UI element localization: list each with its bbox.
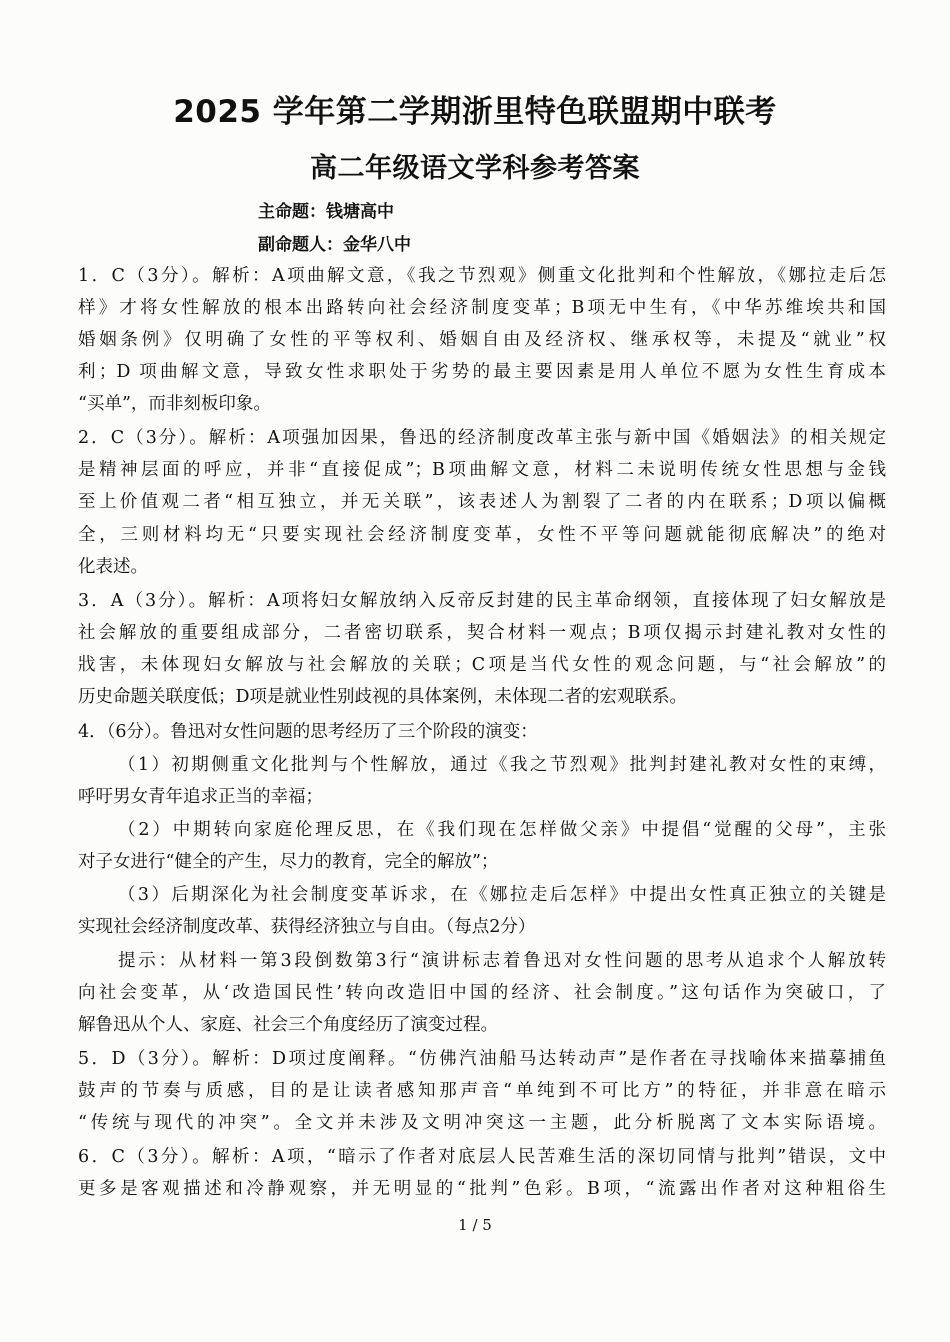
- answer-1-line-5: “买单”，而非刻板印象。: [78, 394, 271, 414]
- answer-2-line-3: 至上价值观二者“相互独立，并无关联”，该表述人为割裂了二者的内在联系；D项以偏概: [78, 492, 886, 512]
- answer-1-line-2: 样》才将女性解放的根本出路转向社会经济制度变革；B项无中生有，《中华苏维埃共和国: [78, 298, 886, 318]
- answer-2-line-5: 化表述。: [78, 557, 148, 577]
- answer-3-line-4: 历史命题关联度低；D项是就业性别歧视的具体案例，未体现二者的宏观联系。: [78, 687, 688, 707]
- answer-5-line-3: “传统与现代的冲突”。全文并未涉及文明冲突这一主题，此分析脱离了文本实际语境。: [78, 1113, 886, 1133]
- deputy-setter: 副命题人：金华八中: [258, 235, 411, 255]
- answer-5-line-2: 鼓声的节奏与质感，目的是让读者感知那声音“单纯到不可比方”的特征，并非意在暗示: [78, 1081, 886, 1101]
- answer-5-line-1: 5．D（3分）。解析：D项过度阐释。“仿佛汽油船马达转动声”是作者在寻找喻体来描摹捕鱼: [78, 1049, 886, 1069]
- answer-3-line-3: 戕害，未体现妇女解放与社会解放的关联；C项是当代女性的观念问题，与“社会解放”的: [78, 655, 886, 675]
- answer-4-point-3-line-1: （3）后期深化为社会制度变革诉求，在《娜拉走后怎样》中提出女性真正独立的关键是: [118, 885, 886, 905]
- answer-4-point-2-line-1: （2）中期转向家庭伦理反思，在《我们现在怎样做父亲》中提倡“觉醒的父母”，主张: [118, 820, 886, 840]
- answer-4-point-3-line-2: 实现社会经济制度改革、获得经济独立与自由。（每点2分）: [78, 917, 536, 937]
- answer-6-line-2: 更多是客观描述和冷静观察，并无明显的“批判”色彩。B项，“流露出作者对这种粗俗生: [78, 1179, 886, 1199]
- answer-1-line-4: 利；D 项曲解文意，导致女性求职处于劣势的最主要因素是用人单位不愿为女性生育成本: [78, 362, 886, 382]
- answer-3-line-1: 3．A（3分）。解析：A项将妇女解放纳入反帝反封建的民主革命纲领，直接体现了妇女解放是: [78, 591, 886, 611]
- answer-2-line-4: 全，三则材料均无“只要实现社会经济制度变革，女性不平等问题就能彻底解决”的绝对: [78, 525, 886, 545]
- document-subtitle: 高二年级语文学科参考答案: [310, 153, 640, 184]
- answer-2-line-2: 是精神层面的呼应，并非“直接促成”；B项曲解文意，材料二未说明传统女性思想与金钱: [78, 460, 886, 480]
- answer-4-hint-line-3: 解鲁迅从个人、家庭、社会三个角度经历了演变过程。: [78, 1015, 498, 1035]
- answer-3-line-2: 社会解放的重要组成部分，二者密切联系，契合材料一观点；B项仅揭示封建礼教对女性的: [78, 623, 886, 643]
- answer-4-hint-line-1: 提示：从材料一第3段倒数第3行“演讲标志着鲁迅对女性问题的思考从追求个人解放转: [118, 951, 886, 971]
- answer-6-line-1: 6．C（3分）。解析：A项，“暗示了作者对底层人民苦难生活的深切同情与批判”错误，文中: [78, 1147, 886, 1167]
- answer-1-line-3: 婚姻条例》仅明确了女性的平等权利、婚姻自由及经济权、继承权等，未提及“就业”权: [78, 330, 886, 350]
- answer-4-point-1-line-1: （1）初期侧重文化批判与个性解放，通过《我之节烈观》批判封建礼教对女性的束缚，: [118, 755, 886, 775]
- page-number: 1 / 5: [458, 1216, 492, 1234]
- answer-4-point-2-line-2: 对子女进行“健全的产生，尽力的教育，完全的解放”；: [78, 852, 499, 872]
- answer-1-line-1: 1．C（3分）。解析：A项曲解文意，《我之节烈观》侧重文化批判和个性解放，《娜拉走后怎: [78, 266, 886, 286]
- chief-setter: 主命题：钱塘高中: [258, 202, 394, 222]
- answer-4-hint-line-2: 向社会变革，从‘改造国民性’转向改造旧中国的经济、社会制度。”这句话作为突破口，了: [78, 983, 886, 1003]
- answer-4-point-1-line-2: 呼吁男女青年追求正当的幸福；: [78, 787, 323, 807]
- document-title: 2025 学年第二学期浙里特色联盟期中联考: [173, 94, 777, 130]
- answer-4-intro: 4．（6分）。鲁迅对女性问题的思考经历了三个阶段的演变：: [78, 722, 538, 742]
- answer-2-line-1: 2．C（3分）。解析：A项强加因果，鲁迅的经济制度改革主张与新中国《婚姻法》的相关规定: [78, 428, 886, 448]
